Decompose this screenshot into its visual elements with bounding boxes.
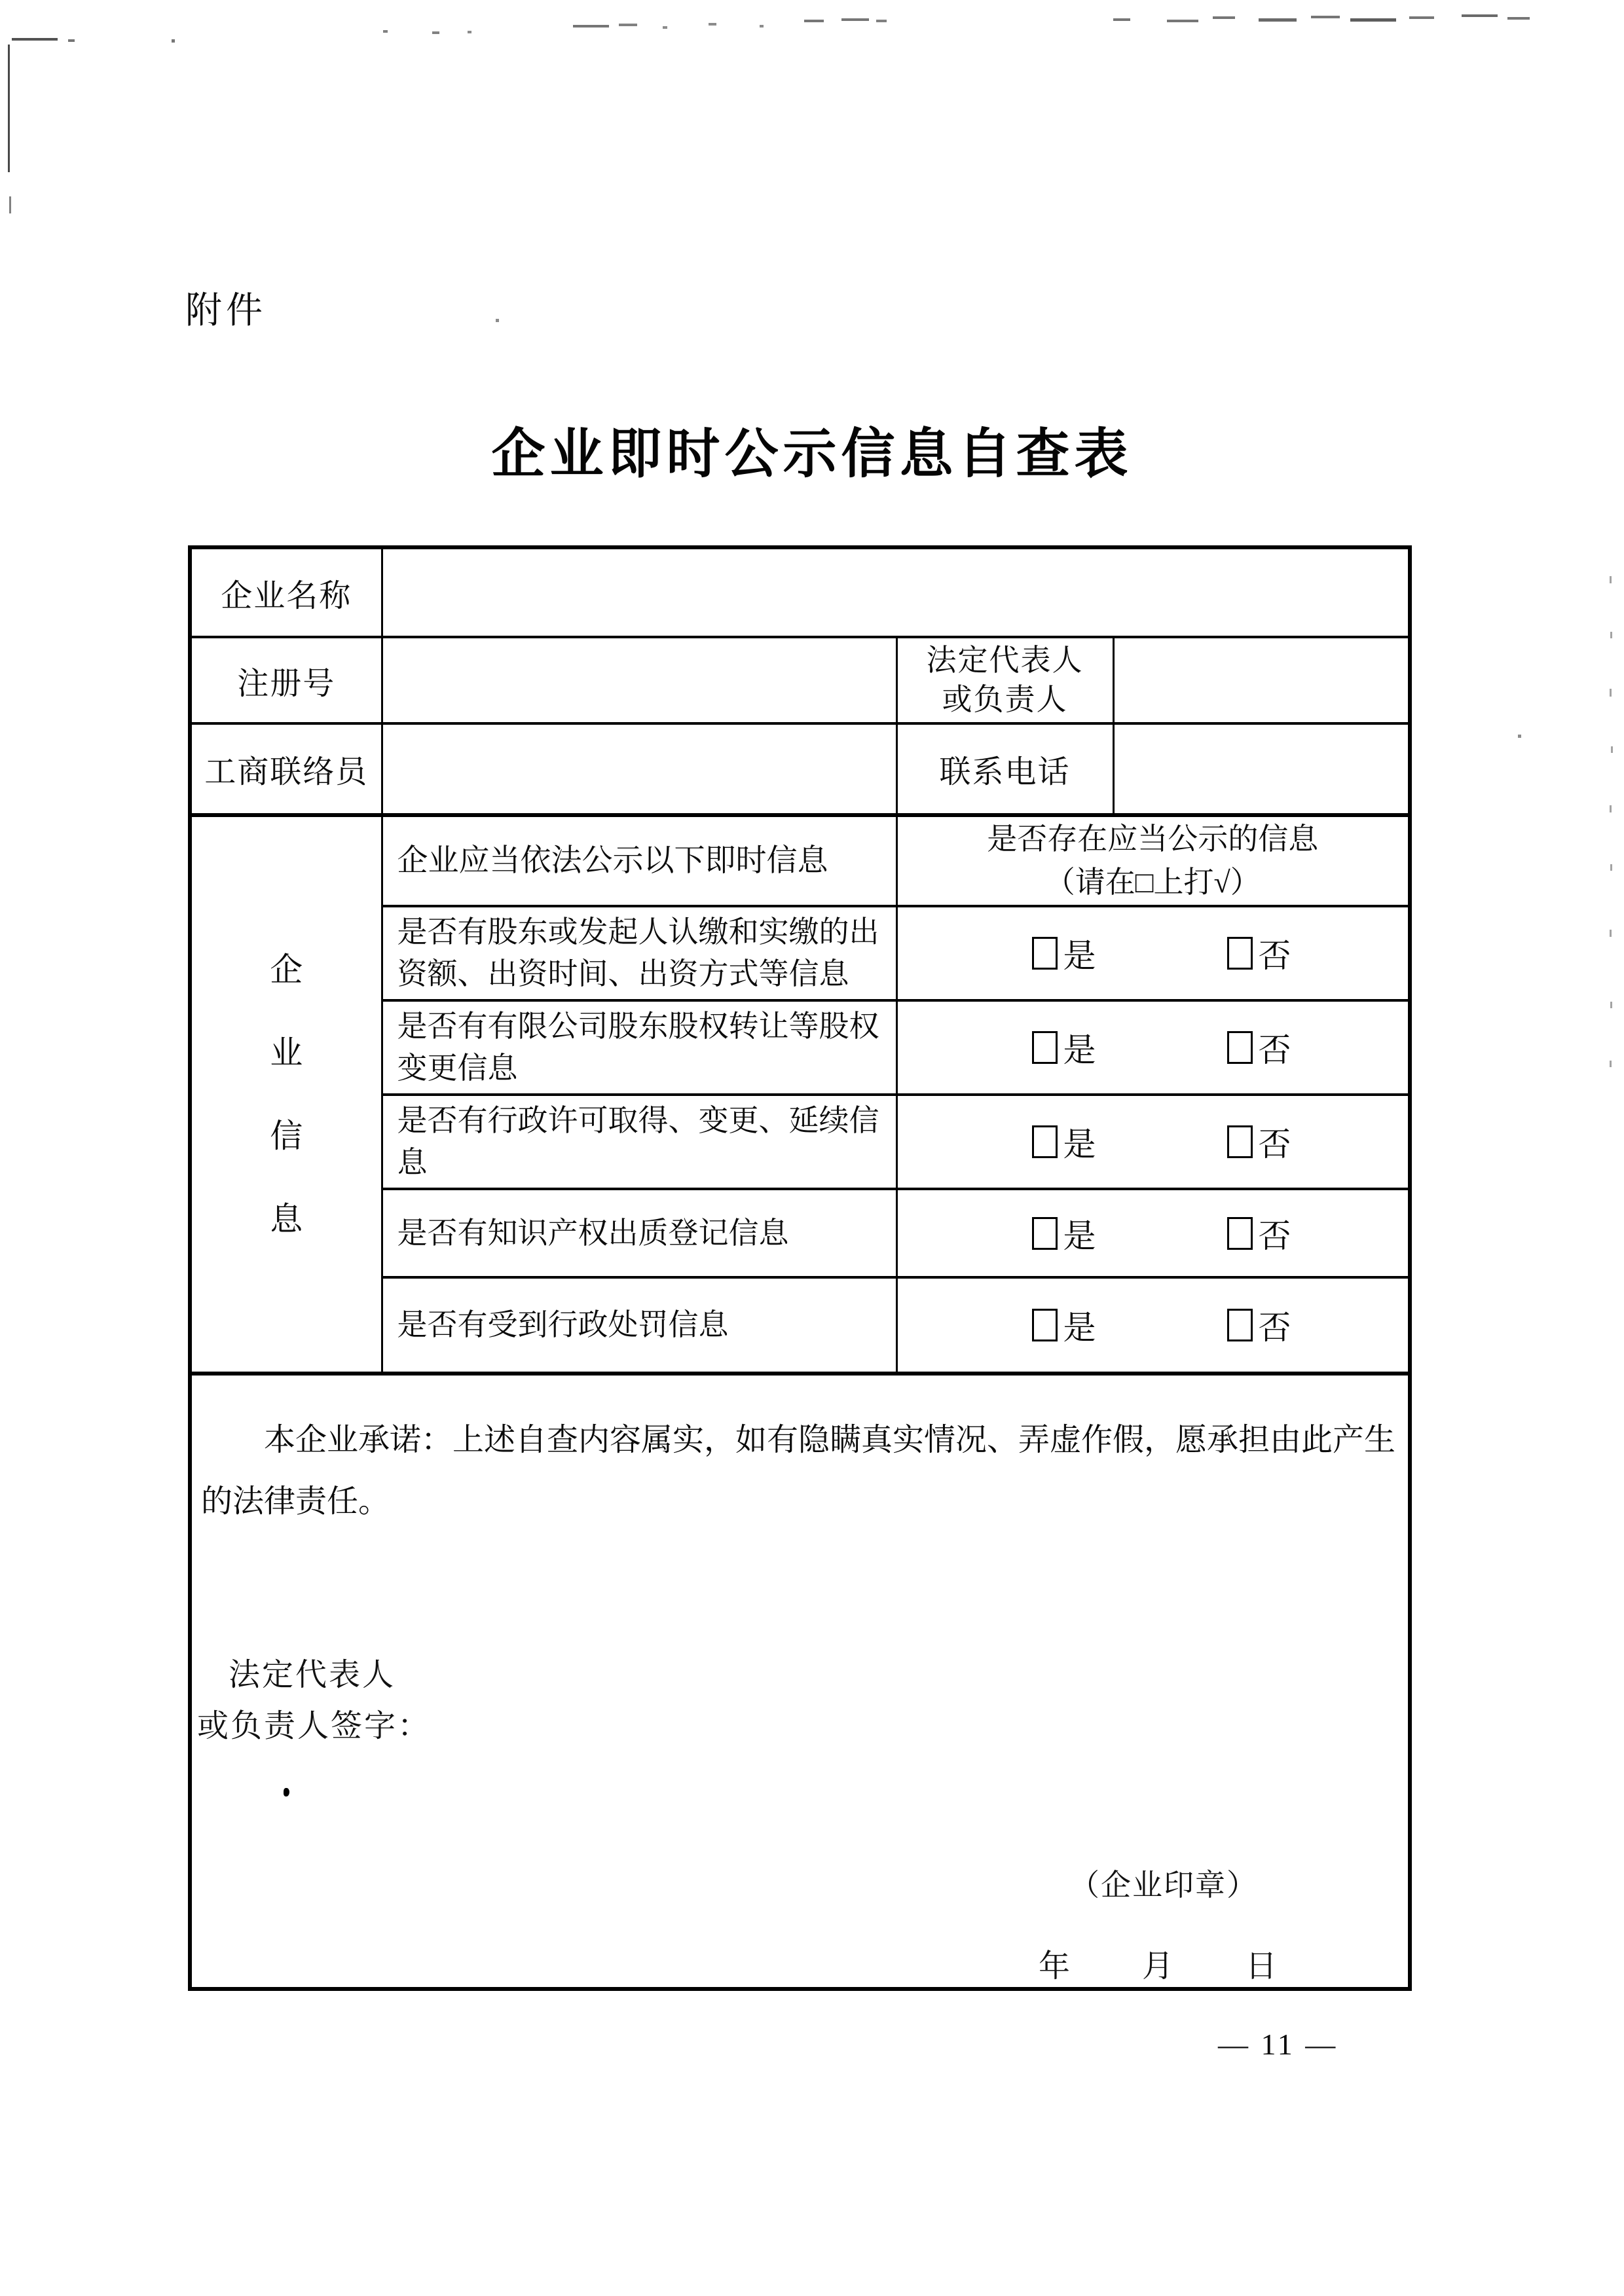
section-header-answer-line1: 是否存在应当公示的信息: [987, 822, 1319, 856]
section-vertical-label: 企业信息: [270, 951, 303, 1237]
yes-label: 是: [1063, 1309, 1096, 1346]
scan-artifact: [172, 39, 175, 43]
checkbox-yes-4: [1032, 1210, 1096, 1257]
checkbox-box-icon: [1227, 937, 1253, 970]
registration-no-value-area: [382, 637, 896, 723]
scan-artifact: [1507, 17, 1530, 20]
signature-label-line1: 法定代表人: [229, 1658, 396, 1692]
checkbox-yes-2: [1032, 1024, 1096, 1071]
company-name-value-area: [382, 547, 1410, 637]
section-vertical-label-cell: [190, 815, 382, 1374]
scan-artifact: [841, 18, 869, 21]
checkbox-box-icon: [1032, 1031, 1058, 1064]
answer-cell-3: [896, 1095, 1410, 1189]
checkbox-yes-1: [1032, 930, 1096, 977]
declaration-line2: 的法律责任。: [201, 1484, 390, 1519]
declaration-line1: 本企业承诺：上述自查内容属实，如有隐瞒真实情况、弄虚作假，愿承担由此产生: [264, 1423, 1396, 1457]
scan-artifact: [1311, 16, 1340, 18]
no-label: 否: [1258, 1126, 1291, 1163]
scan-artifact: [383, 30, 388, 33]
attachment-label: 附件: [185, 291, 267, 331]
date-line: [1039, 1941, 1277, 1986]
no-label: 否: [1258, 1217, 1291, 1254]
scan-artifact: [1610, 864, 1612, 871]
phone-label: 联系电话: [896, 723, 1113, 815]
checkbox-no-4: [1227, 1210, 1291, 1257]
scan-artifact: [1259, 18, 1297, 22]
question-text-2: 是否有有限公司股东股权转让等股权变更信息: [382, 1000, 896, 1095]
scan-artifact: [619, 24, 637, 26]
scan-artifact: [468, 31, 471, 33]
checkbox-box-icon: [1032, 1125, 1058, 1158]
year-label: 年: [1039, 1949, 1071, 1984]
phone-value-area: [1113, 723, 1410, 815]
yes-label: 是: [1063, 1032, 1096, 1068]
self-check-form-table: [188, 545, 1412, 1991]
form-title: 企业即时公示信息自查表: [491, 424, 1133, 484]
scan-artifact: [1167, 20, 1198, 22]
scan-artifact: [9, 196, 11, 213]
company-seal-label: （企业印章）: [1069, 1868, 1258, 1902]
checkbox-box-icon: [1227, 1125, 1253, 1158]
checkbox-box-icon: [1032, 1309, 1058, 1341]
scan-artifact: [12, 38, 58, 41]
scan-artifact: [1462, 14, 1498, 17]
scan-artifact: [760, 25, 764, 27]
checkbox-box-icon: [1032, 937, 1058, 970]
page-number: — 11 —: [1218, 2028, 1338, 2061]
scan-artifact: [1518, 735, 1521, 738]
company-name-label: 企业名称: [190, 547, 382, 637]
scan-artifact: [804, 20, 824, 22]
scan-artifact: [1611, 746, 1613, 753]
no-label: 否: [1258, 1032, 1291, 1068]
question-text-4: 是否有知识产权出质登记信息: [382, 1189, 896, 1277]
row-company-name: [190, 547, 1410, 637]
checkbox-no-5: [1227, 1302, 1291, 1349]
answer-cell-5: [896, 1277, 1410, 1374]
row-liaison: [190, 723, 1410, 815]
section-header-answer-line2: （请在□上打√）: [1044, 866, 1261, 899]
declaration-cell: [190, 1374, 1410, 1989]
checkbox-box-icon: [1032, 1217, 1058, 1250]
question-text-5: 是否有受到行政处罚信息: [382, 1277, 896, 1374]
yes-label: 是: [1063, 1126, 1096, 1163]
checkbox-box-icon: [1227, 1309, 1253, 1341]
scan-artifact: [1350, 18, 1396, 22]
scan-artifact: [1113, 18, 1130, 21]
no-label: 否: [1258, 938, 1291, 974]
answer-cell-1: [896, 906, 1410, 1000]
no-label: 否: [1258, 1309, 1291, 1346]
checkbox-no-1: [1227, 930, 1291, 977]
scan-artifact: [876, 20, 887, 22]
section-header-question: 企业应当依法公示以下即时信息: [382, 815, 896, 906]
ink-dot-artifact: [284, 1788, 289, 1796]
scan-artifact: [68, 39, 75, 42]
scan-artifact: [496, 319, 499, 322]
checkbox-yes-3: [1032, 1118, 1096, 1165]
scan-artifact: [663, 26, 667, 29]
scan-artifact: [1610, 632, 1612, 638]
signature-label-line2: 或负责人签字：: [197, 1709, 432, 1743]
day-label: 日: [1246, 1949, 1278, 1984]
scan-artifact: [1213, 16, 1235, 19]
declaration-paragraph: [201, 1410, 1397, 1533]
question-text-3: 是否有行政许可取得、变更、延续信息: [382, 1095, 896, 1189]
checkbox-box-icon: [1227, 1031, 1253, 1064]
liaison-value-area: [382, 723, 896, 815]
checkbox-box-icon: [1227, 1217, 1253, 1250]
scan-artifact: [8, 45, 10, 172]
scan-artifact: [709, 23, 716, 26]
yes-label: 是: [1063, 938, 1096, 974]
section-header-row: [190, 815, 1410, 906]
row-registration-no: [190, 637, 1410, 723]
scan-artifact: [1610, 689, 1612, 697]
question-text-1: 是否有股东或发起人认缴和实缴的出资额、出资时间、出资方式等信息: [382, 906, 896, 1000]
legal-rep-value-area: [1113, 637, 1410, 723]
declaration-row: [190, 1374, 1410, 1989]
scan-artifact: [1610, 1061, 1612, 1067]
scan-artifact: [1610, 805, 1612, 812]
answer-cell-4: [896, 1189, 1410, 1277]
yes-label: 是: [1063, 1217, 1096, 1254]
registration-no-label: 注册号: [190, 637, 382, 723]
scan-artifact: [1409, 16, 1434, 19]
checkbox-no-2: [1227, 1024, 1291, 1071]
month-label: 月: [1142, 1949, 1174, 1984]
legal-rep-label: [896, 637, 1113, 723]
legal-rep-label-line1: 法定代表人: [926, 644, 1084, 677]
scan-artifact: [1610, 1002, 1612, 1008]
section-header-answer: [896, 815, 1410, 906]
scan-artifact: [573, 25, 609, 27]
liaison-label: 工商联络员: [190, 723, 382, 815]
checkbox-no-3: [1227, 1118, 1291, 1165]
checkbox-yes-5: [1032, 1302, 1096, 1349]
legal-rep-label-line2: 或负责人: [942, 683, 1068, 716]
scan-artifact: [432, 31, 439, 34]
scan-artifact: [1610, 576, 1612, 583]
answer-cell-2: [896, 1000, 1410, 1095]
scan-artifact: [1610, 930, 1612, 937]
